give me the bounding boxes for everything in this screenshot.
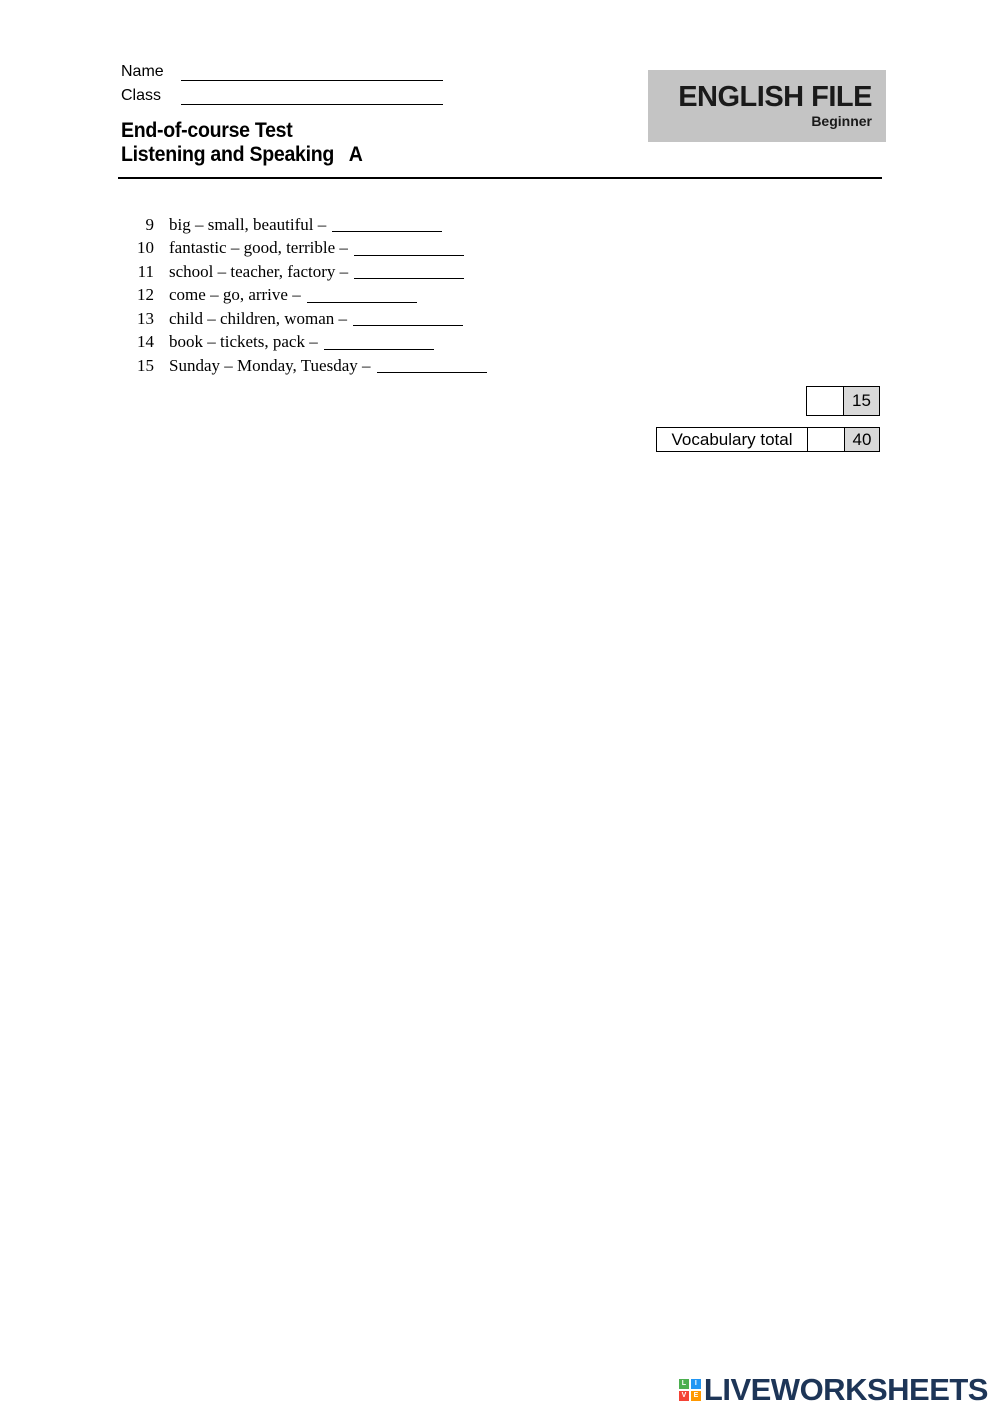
answer-blank[interactable]	[324, 335, 434, 350]
test-title: End-of-course Test	[121, 119, 293, 142]
vocabulary-total-input[interactable]	[808, 428, 845, 451]
item-text: fantastic – good, terrible –	[169, 238, 348, 258]
item-text: child – children, woman –	[169, 308, 347, 328]
item-text: come – go, arrive –	[169, 285, 301, 305]
item-text: school – teacher, factory –	[169, 261, 349, 281]
logo-tile: I	[691, 1379, 701, 1389]
section-score-box	[806, 386, 880, 416]
item-number: 12	[137, 285, 154, 305]
liveworksheets-logo-icon	[679, 1379, 701, 1401]
logo-tile: V	[679, 1391, 689, 1401]
test-subtitle: Listening and Speaking A	[121, 143, 363, 166]
answer-blank[interactable]	[354, 241, 464, 256]
english-file-logo	[648, 70, 886, 142]
logo-tile: E	[691, 1391, 701, 1401]
liveworksheets-wordmark: LIVEWORKSHEETS	[703, 1372, 988, 1407]
answer-blank[interactable]	[307, 288, 417, 303]
class-input-line[interactable]	[181, 87, 443, 105]
item-number: 15	[137, 355, 154, 375]
section-score-input[interactable]	[807, 387, 844, 415]
item-text: book – tickets, pack –	[169, 332, 318, 352]
vocabulary-total-box	[656, 427, 880, 452]
header-divider	[118, 177, 882, 179]
class-field	[121, 87, 443, 105]
list-item	[121, 284, 487, 308]
item-text: Sunday – Monday, Tuesday –	[169, 355, 371, 375]
item-text: big – small, beautiful –	[169, 214, 327, 234]
list-item	[121, 307, 487, 331]
vocabulary-items	[121, 213, 487, 378]
list-item	[121, 354, 487, 378]
list-item	[121, 260, 487, 284]
item-number: 13	[137, 308, 154, 328]
item-number: 14	[137, 332, 154, 352]
item-number: 10	[137, 238, 154, 258]
answer-blank[interactable]	[332, 217, 442, 232]
item-number: 11	[137, 261, 154, 281]
vocabulary-total-max: 40	[845, 428, 879, 451]
class-label: Class	[121, 87, 162, 104]
section-score-max: 15	[844, 387, 879, 415]
item-number: 9	[145, 214, 154, 234]
answer-blank[interactable]	[353, 311, 463, 326]
logo-tile: L	[679, 1379, 689, 1389]
answer-blank[interactable]	[354, 264, 464, 279]
logo-main-text: ENGLISH FILE	[678, 81, 872, 113]
logo-sub-text: Beginner	[811, 113, 872, 129]
answer-blank[interactable]	[377, 358, 487, 373]
list-item	[121, 331, 487, 355]
name-label: Name	[121, 63, 164, 80]
name-field	[121, 63, 443, 81]
liveworksheets-watermark	[679, 1372, 988, 1408]
name-input-line[interactable]	[181, 63, 443, 81]
vocabulary-total-label: Vocabulary total	[657, 428, 808, 451]
list-item	[121, 213, 487, 237]
list-item	[121, 237, 487, 261]
